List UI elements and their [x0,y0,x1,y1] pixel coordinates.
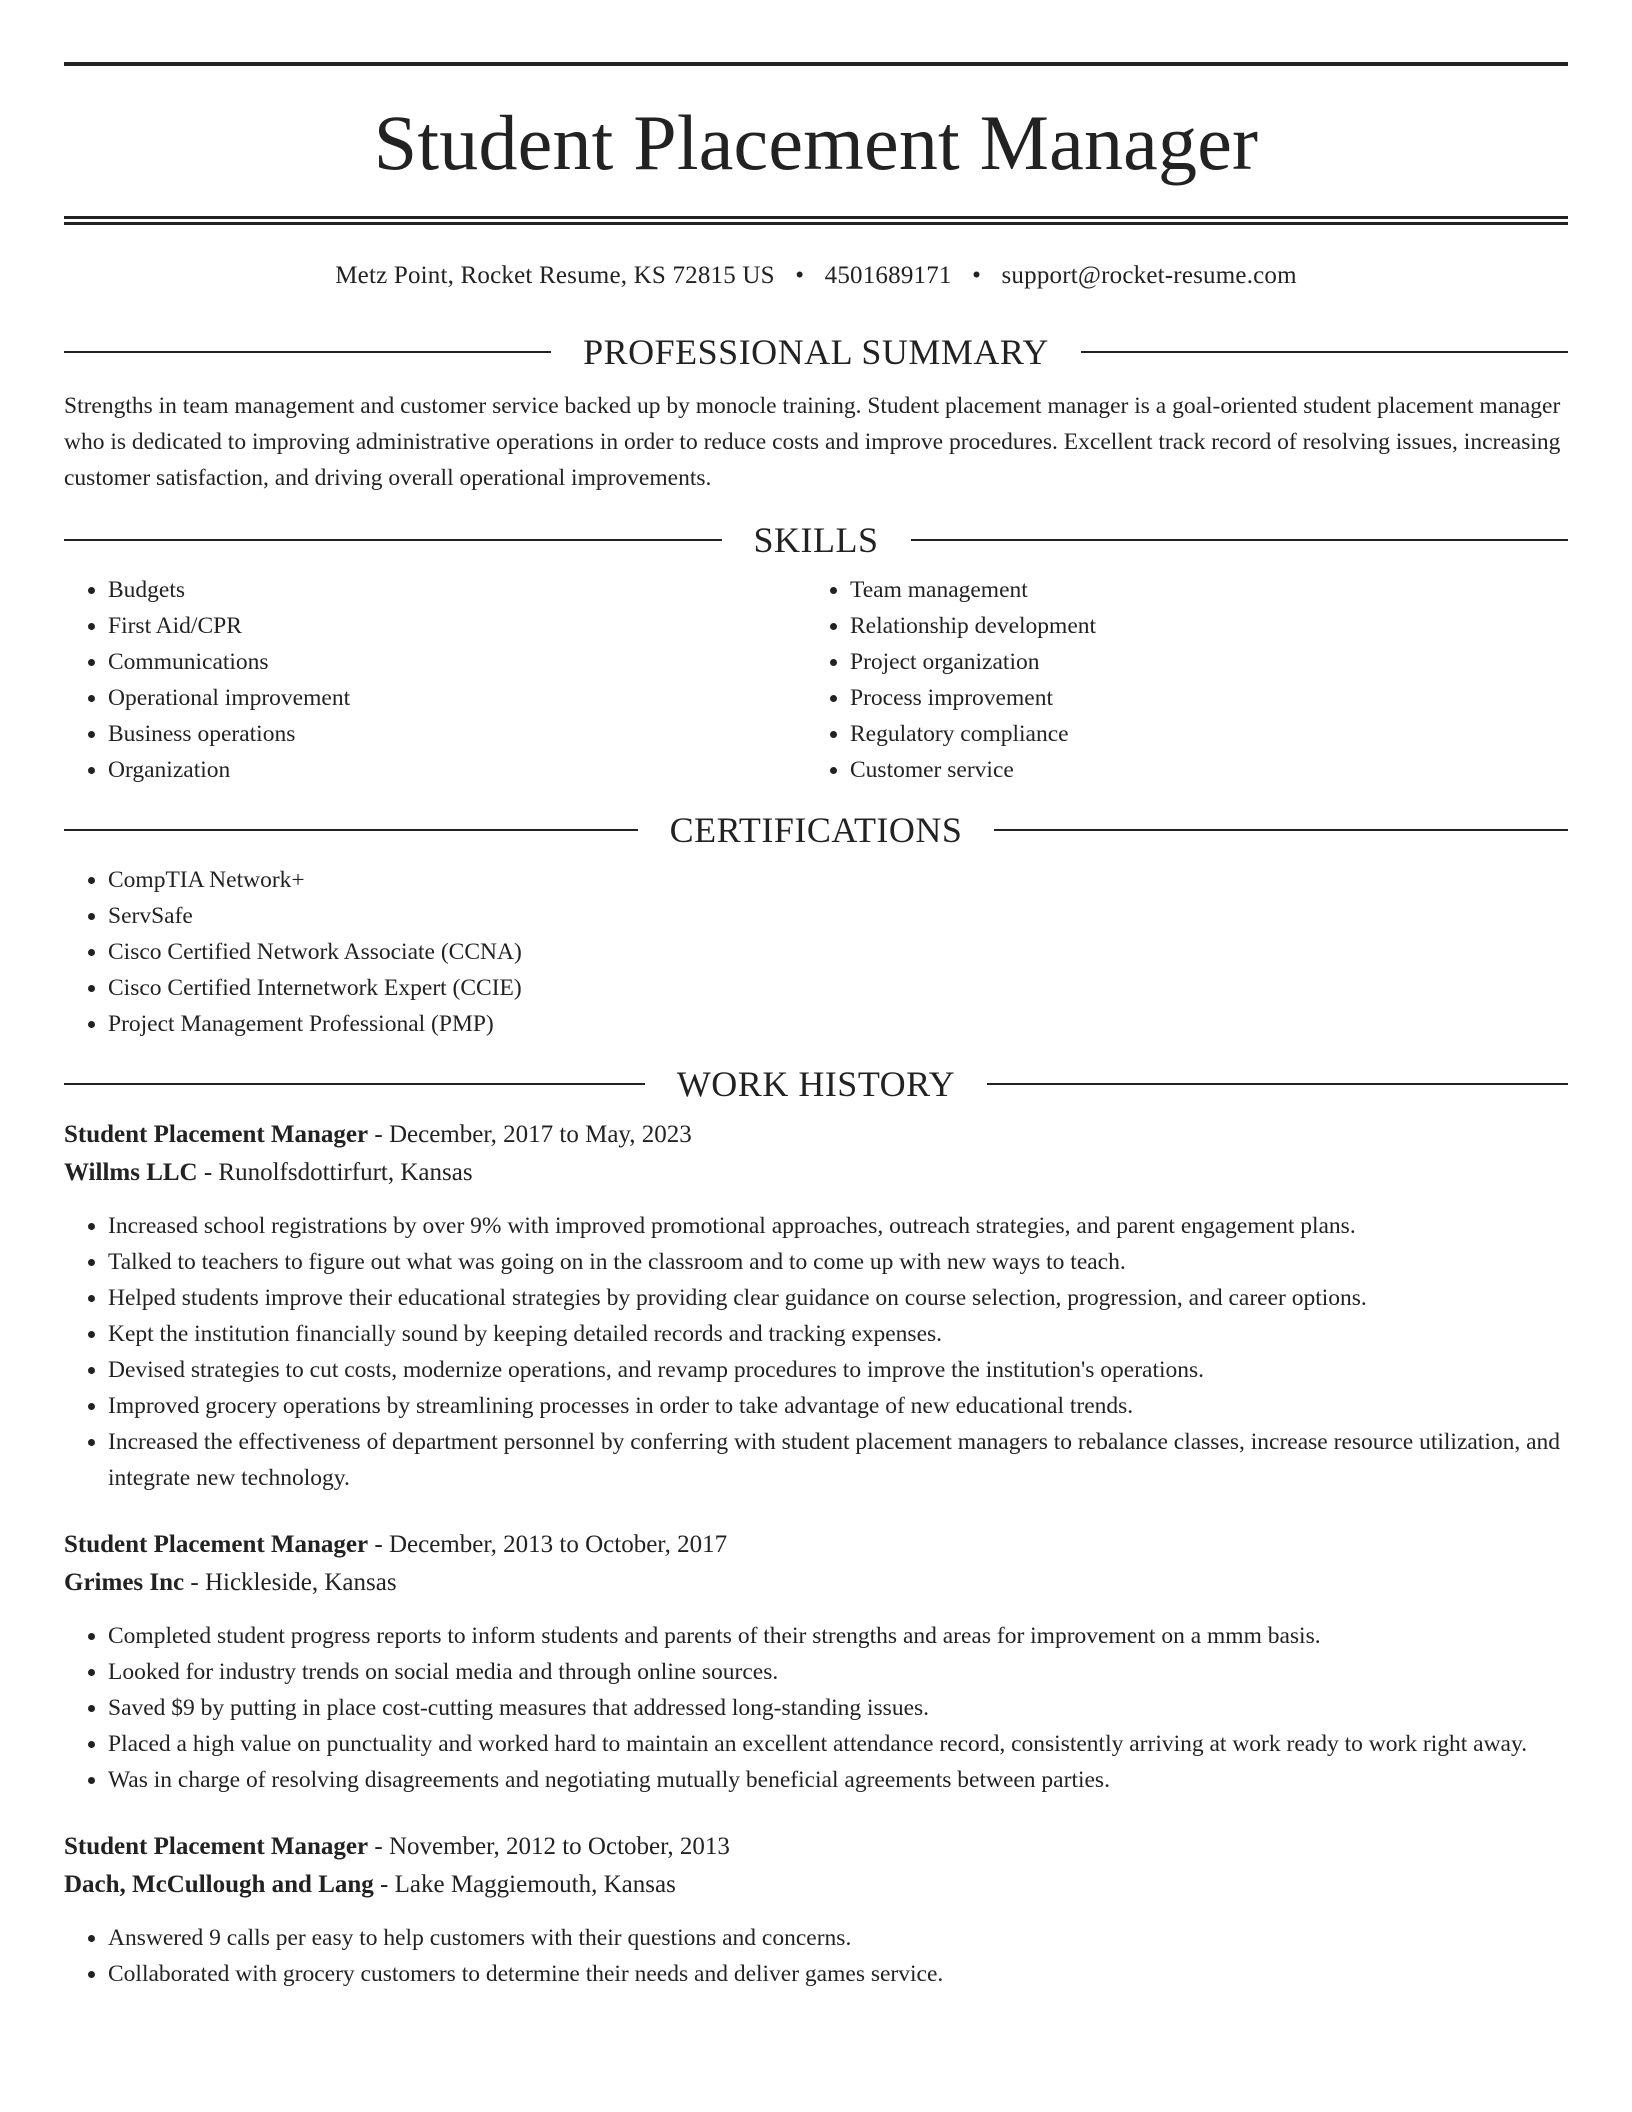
section-divider [911,539,1569,541]
skill-item: • Process improvement [850,680,1548,716]
certification-item: • Cisco Certified Network Associate (CCNA) [108,934,1568,970]
job-bullet: • Increased school registrations by over 9% with improved promotional approaches, outreach strategies, and parent engagement plans. [108,1208,1568,1244]
section-header-certifications [64,810,1568,850]
skill-item: • Communications [108,644,806,680]
job-bullet: • Devised strategies to cut costs, modernize operations, and revamp procedures to improve the institution's operations. [108,1352,1568,1388]
job-bullet: • Answered 9 calls per easy to help customers with their questions and concerns. [108,1920,1568,1956]
certification-item: • CompTIA Network+ [108,862,1568,898]
summary-paragraph: Strengths in team management and customer service backed up by monocle training. Student placement manager is a goal-oriented student placement manager who is dedicated to improving administrative operations in order to reduce costs and improve procedures. Excellent track record of resolving issues, increasing customer satisfaction, and driving overall operational improvements. [64,393,1561,491]
skills-column-left [64,572,806,788]
section-divider [64,539,722,541]
job-bullet: • Saved $9 by putting in place cost-cutting measures that addressed long-standing issues. [108,1690,1568,1726]
job-bullets [64,1920,1568,1992]
skill-item: • Team management [850,572,1548,608]
certification-item: • ServSafe [108,898,1568,934]
job-bullet: • Was in charge of resolving disagreements and negotiating mutually beneficial agreements between parties. [108,1762,1568,1798]
section-divider [1081,351,1568,353]
contact-separator: • [972,262,982,289]
job-bullet: • Placed a high value on punctuality and worked hard to maintain an excellent attendance record, consistently arriving at work ready to work right away. [108,1726,1568,1762]
resume-page [64,62,1568,2022]
section-divider [994,829,1568,831]
section-title: WORK HISTORY [676,1064,956,1104]
job-bullet: • Talked to teachers to figure out what was going on in the classroom and to come up with new ways to teach. [108,1244,1568,1280]
job-title-line [64,1828,1568,1866]
job-title-line [64,1526,1568,1564]
job-title-line [64,1116,1568,1154]
section-divider [64,351,551,353]
certifications-list [64,862,1568,1042]
skill-item: • First Aid/CPR [108,608,806,644]
skill-item: • Organization [108,752,806,788]
job-entry [64,1828,1568,1992]
job-location: - Runolfsdottirfurt, Kansas [197,1159,473,1186]
section-header-summary [64,332,1568,372]
job-bullet: • Looked for industry trends on social media and through online sources. [108,1654,1568,1690]
job-bullet: • Collaborated with grocery customers to determine their needs and deliver games service. [108,1956,1568,1992]
job-title: Student Placement Manager [64,1833,369,1860]
certification-item: • Cisco Certified Internetwork Expert (CCIE) [108,970,1568,1006]
skill-item: • Project organization [850,644,1548,680]
section-divider [64,1083,645,1085]
skill-item: • Regulatory compliance [850,716,1548,752]
job-bullet: • Completed student progress reports to inform students and parents of their strengths and areas for improvement on a mmm basis. [108,1618,1568,1654]
job-dates: - December, 2013 to October, 2017 [368,1531,728,1558]
section-title: CERTIFICATIONS [669,810,963,850]
section-divider [987,1083,1568,1085]
job-company-line [64,1564,1568,1602]
job-company-line [64,1154,1568,1192]
header-double-rule [64,216,1568,225]
section-header-skills [64,520,1568,560]
job-bullet: • Helped students improve their educational strategies by providing clear guidance on course selection, progression, and career options. [108,1280,1568,1316]
job-company-line [64,1866,1568,1904]
job-entry [64,1526,1568,1798]
section-title: SKILLS [753,520,879,560]
job-company: Dach, McCullough and Lang [64,1871,374,1898]
contact-separator: • [795,262,805,289]
certification-item: • Project Management Professional (PMP) [108,1006,1568,1042]
skill-item: • Budgets [108,572,806,608]
job-location: - Lake Maggiemouth, Kansas [373,1871,676,1898]
job-title: Student Placement Manager [64,1531,369,1558]
skills-list [64,572,1568,788]
job-company: Willms LLC [64,1159,198,1186]
skill-item: • Business operations [108,716,806,752]
section-title: PROFESSIONAL SUMMARY [583,332,1049,372]
contact-phone[interactable]: 4501689171 [824,262,952,289]
skill-item: • Operational improvement [108,680,806,716]
job-company: Grimes Inc [64,1569,185,1596]
skills-column-right [806,572,1548,788]
job-bullet: • Increased the effectiveness of department personnel by conferring with student placement managers to rebalance classes, increase resource utilization, and integrate new technology. [108,1424,1568,1496]
resume-name: Student Placement Manager [373,99,1259,186]
job-bullets [64,1618,1568,1798]
job-location: - Hickleside, Kansas [184,1569,397,1596]
section-divider [64,829,638,831]
job-dates: - December, 2017 to May, 2023 [368,1121,692,1148]
contact-email[interactable]: support@rocket-resume.com [1001,262,1297,289]
section-header-work-history [64,1064,1568,1104]
skill-item: • Customer service [850,752,1548,788]
job-title: Student Placement Manager [64,1121,369,1148]
contact-line [64,225,1568,332]
job-bullets [64,1208,1568,1496]
job-bullet: • Kept the institution financially sound by keeping detailed records and tracking expenses. [108,1316,1568,1352]
job-entry [64,1116,1568,1496]
job-dates: - November, 2012 to October, 2013 [368,1833,730,1860]
contact-address: Metz Point, Rocket Resume, KS 72815 US [335,262,775,289]
skill-item: • Relationship development [850,608,1548,644]
job-bullet: • Improved grocery operations by streamlining processes in order to take advantage of new educational trends. [108,1388,1568,1424]
